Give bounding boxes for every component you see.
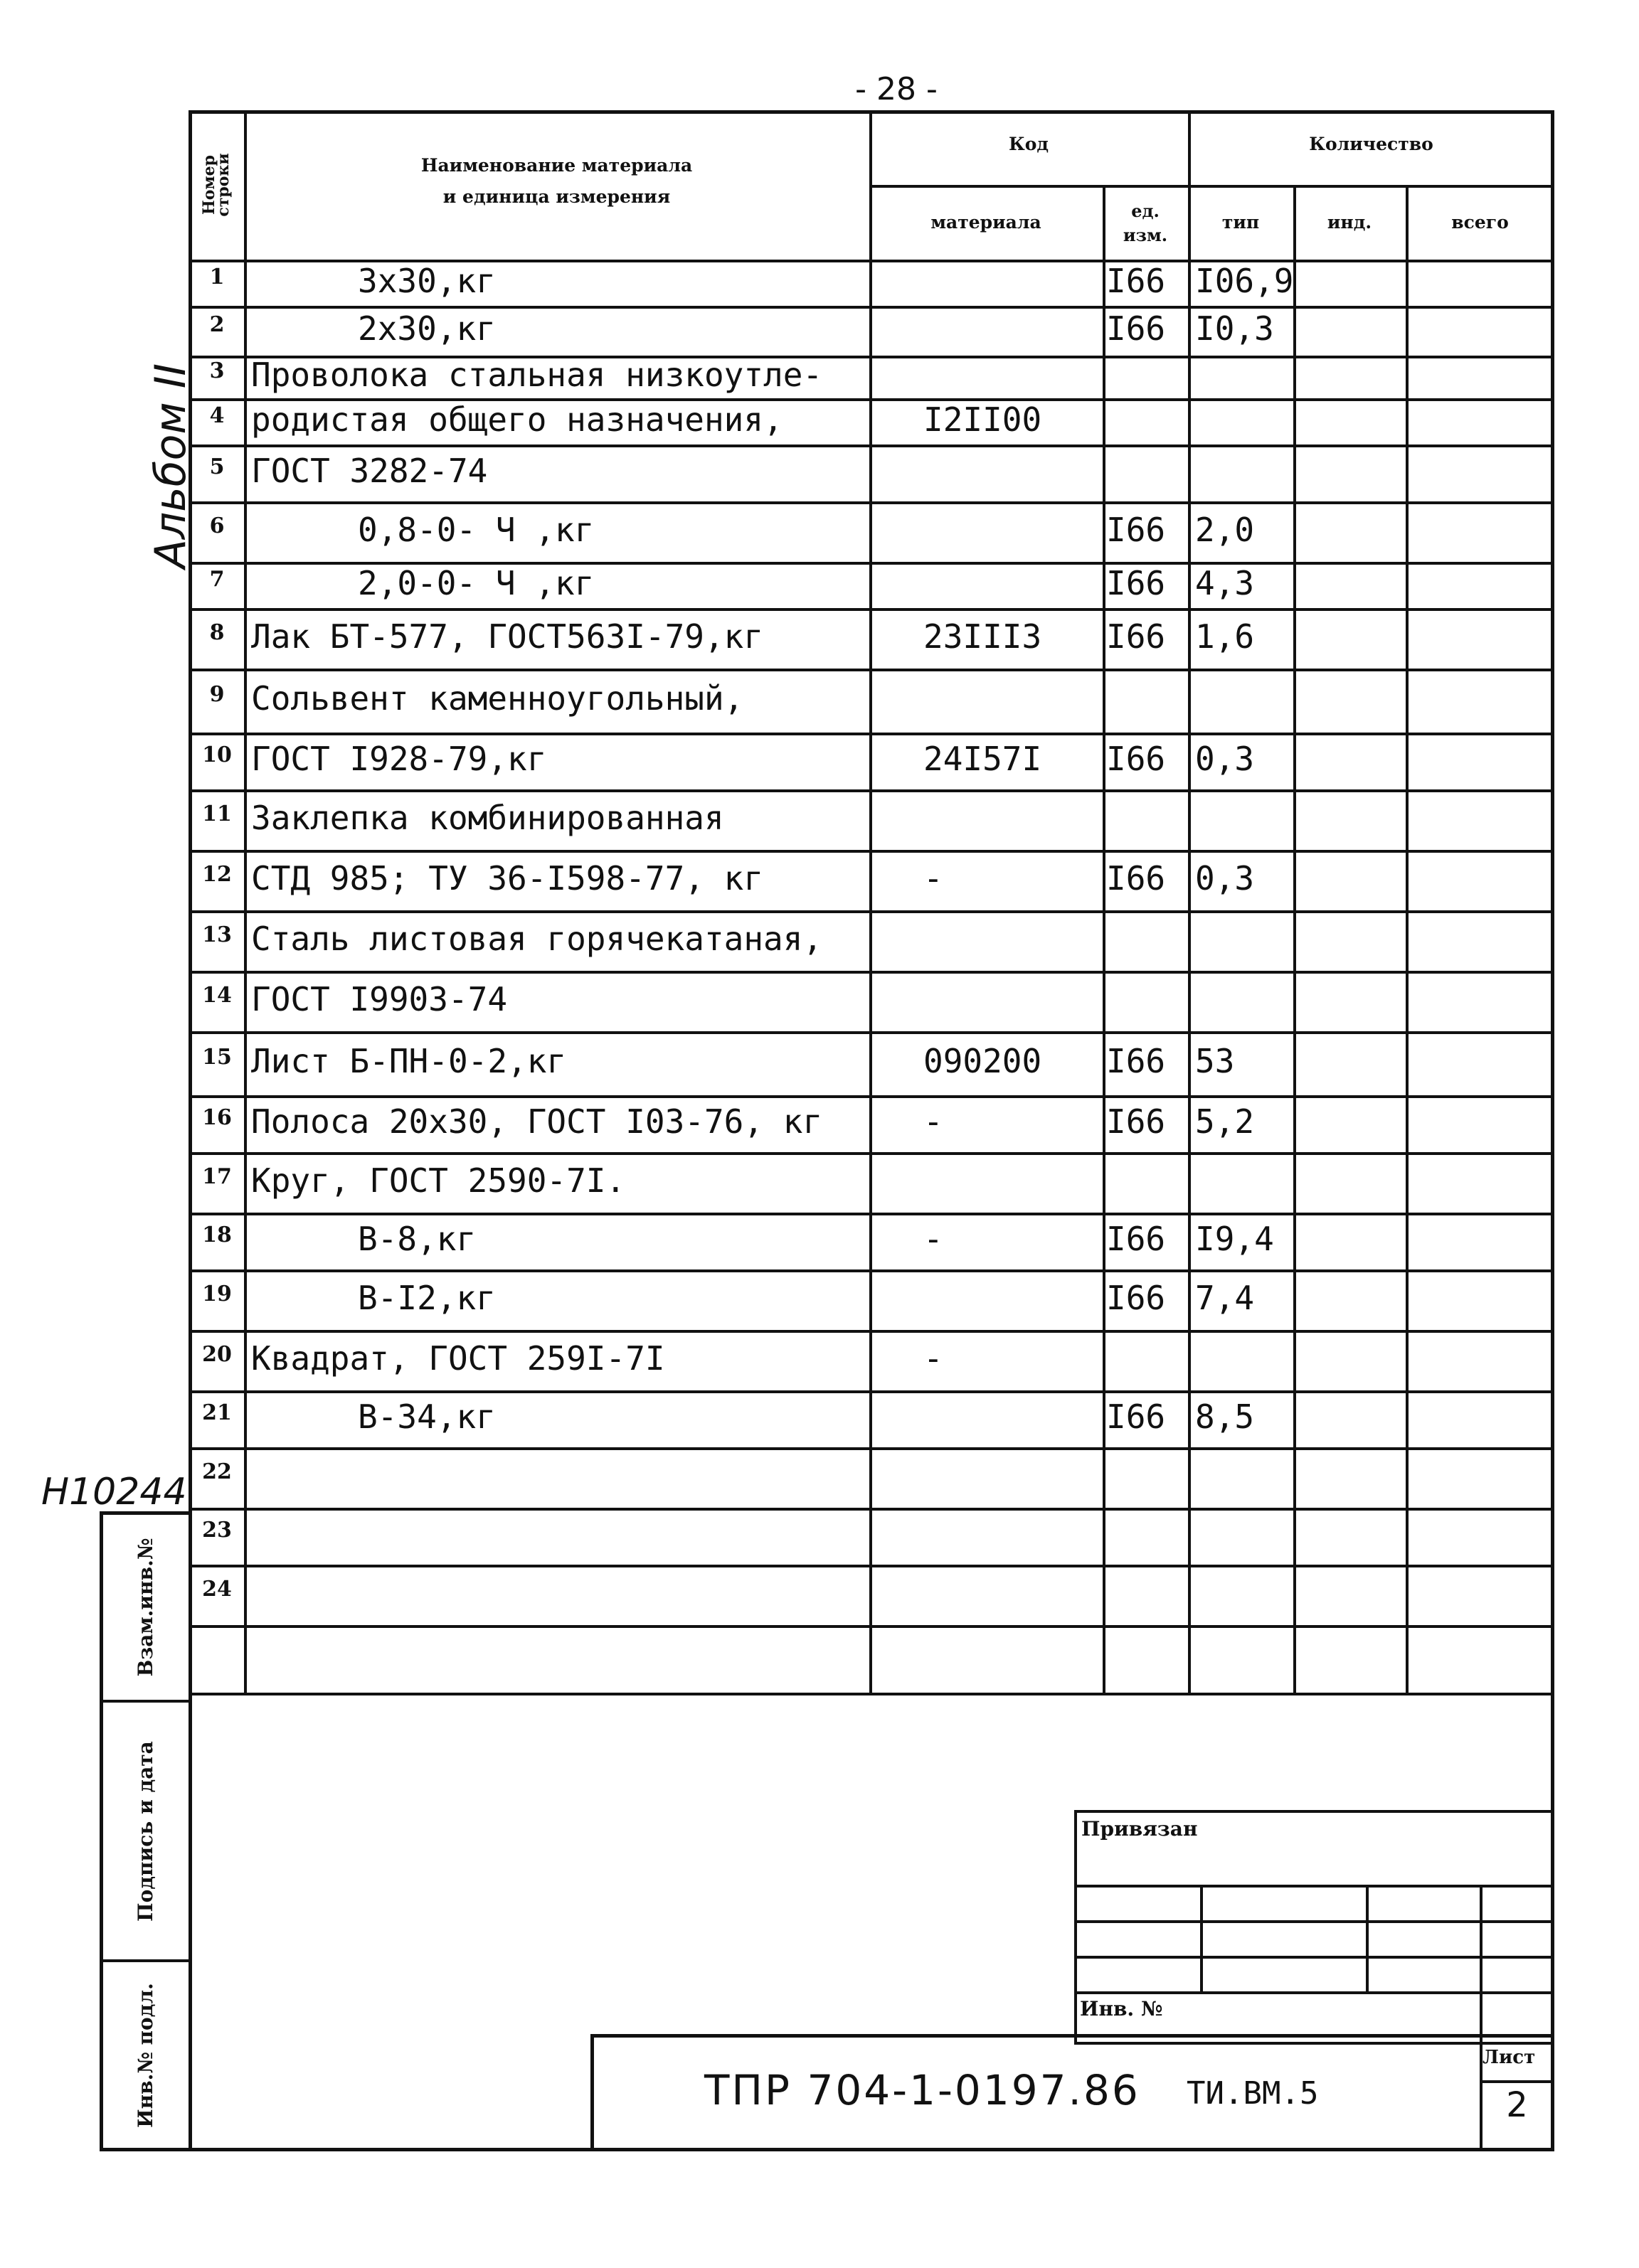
row-number: 12 xyxy=(202,861,232,887)
row-number: 21 xyxy=(202,1400,232,1425)
row-quantity-typ: I06,9 xyxy=(1195,261,1294,300)
document-code: ТИ.ВМ.5 xyxy=(1187,2075,1319,2112)
row-unit-code: I66 xyxy=(1106,261,1166,300)
row-number: 1 xyxy=(209,264,225,289)
row-number: 7 xyxy=(209,566,225,592)
row-material-code: 23III3 xyxy=(923,617,1042,656)
page-number: - 28 - xyxy=(855,71,938,107)
row-number: 23 xyxy=(202,1518,232,1543)
row-material-code: - xyxy=(923,858,943,898)
row-material-name: Заклепка комбинированная xyxy=(251,798,724,837)
row-number: 2 xyxy=(209,312,225,337)
vzam-inv-label: Взам.инв.№ xyxy=(134,1538,157,1677)
row-number: 4 xyxy=(209,403,225,428)
header-code-material: материала xyxy=(930,212,1041,233)
table-row xyxy=(202,1508,1554,1565)
row-number: 6 xyxy=(209,513,225,538)
podpis-data-label: Подпись и дата xyxy=(134,1741,157,1922)
row-number: 17 xyxy=(202,1164,232,1189)
table-row xyxy=(202,850,1554,910)
table-row xyxy=(209,669,1554,733)
row-number: 9 xyxy=(209,682,225,707)
row-material-name: 2,0-0- Ч ,кг xyxy=(358,563,595,602)
table-row xyxy=(202,1390,1554,1447)
header-quantity: Количество xyxy=(1309,134,1433,154)
row-material-code: 24I57I xyxy=(923,740,1042,778)
row-unit-code: I66 xyxy=(1106,563,1166,602)
sheet-number: 2 xyxy=(1506,2085,1528,2125)
row-material-name: Квадрат, ГОСТ 259I-7I xyxy=(251,1338,665,1378)
header-name-line1: Наименование материала xyxy=(420,155,693,176)
row-quantity-typ: 7,4 xyxy=(1195,1278,1255,1317)
table-row xyxy=(202,910,1554,971)
header-row-number: Номер строки xyxy=(200,153,233,217)
document-designation: ТПР 704-1-0197.86 xyxy=(704,2066,1140,2114)
row-number: 18 xyxy=(202,1223,232,1247)
row-quantity-typ: 0,3 xyxy=(1195,740,1255,778)
row-material-name: ГОСТ I928-79,кг xyxy=(251,740,547,778)
inventory-number: H10244 xyxy=(41,1471,187,1513)
row-number: 24 xyxy=(202,1576,232,1602)
row-number: 8 xyxy=(209,619,225,645)
row-quantity-typ: 53 xyxy=(1195,1042,1235,1080)
row-unit-code: I66 xyxy=(1106,858,1166,898)
row-quantity-typ: 0,3 xyxy=(1195,858,1255,898)
table-row xyxy=(202,733,1554,789)
table-row xyxy=(202,1213,1554,1269)
row-quantity-typ: 1,6 xyxy=(1195,617,1255,656)
table-row xyxy=(202,1330,1554,1390)
row-material-name: Сольвент каменноугольный, xyxy=(251,679,744,718)
row-number: 14 xyxy=(202,982,232,1008)
inv-podl-label: Инв.№ подл. xyxy=(134,1983,157,2128)
row-quantity-typ: 8,5 xyxy=(1195,1397,1255,1436)
row-unit-code: I66 xyxy=(1106,1278,1166,1317)
header-qty-total: всего xyxy=(1451,212,1509,233)
row-number: 10 xyxy=(202,742,232,767)
row-unit-code: I66 xyxy=(1106,1042,1166,1080)
row-material-code: I2II00 xyxy=(923,400,1042,439)
row-number: 11 xyxy=(202,801,232,826)
row-material-name: В-I2,кг xyxy=(358,1278,496,1317)
row-unit-code: I66 xyxy=(1106,309,1166,348)
table-row xyxy=(202,789,1554,850)
row-number: 15 xyxy=(202,1045,232,1070)
row-number: 22 xyxy=(202,1459,232,1484)
table-row xyxy=(209,562,1554,608)
row-material-name: Лак БТ-577, ГОСТ563I-79,кг xyxy=(251,617,764,656)
row-material-name: В-34,кг xyxy=(358,1397,496,1436)
row-unit-code: I66 xyxy=(1106,1220,1166,1258)
row-material-name: Сталь листовая горячекатаная, xyxy=(251,919,823,958)
table-row xyxy=(202,1565,1554,1625)
table-row xyxy=(202,1447,1554,1508)
row-material-name: родистая общего назначения, xyxy=(251,400,783,439)
row-material-name: В-8,кг xyxy=(358,1220,477,1258)
row-quantity-typ: I0,3 xyxy=(1195,309,1274,348)
table-row xyxy=(202,1152,1554,1213)
row-unit-code: I66 xyxy=(1106,740,1166,778)
row-quantity-typ: 4,3 xyxy=(1195,563,1255,602)
row-unit-code: I66 xyxy=(1106,1102,1166,1141)
header-name-line2: и единица измерения xyxy=(442,186,671,207)
row-quantity-typ: 5,2 xyxy=(1195,1102,1255,1141)
row-number: 3 xyxy=(209,358,225,383)
row-material-name: Лист Б-ПН-0-2,кг xyxy=(251,1042,567,1080)
table-row xyxy=(202,1269,1554,1330)
album-label: Альбом II xyxy=(146,363,196,569)
row-material-code: 090200 xyxy=(923,1042,1042,1080)
header-code: Код xyxy=(1008,134,1049,154)
table-row xyxy=(209,260,1554,306)
row-material-name: СТД 985; ТУ 36-I598-77, кг xyxy=(251,858,764,898)
sheet-label: Лист xyxy=(1482,2047,1536,2068)
header-qty-typ: тип xyxy=(1221,212,1260,233)
row-material-name: 3х30,кг xyxy=(358,261,496,300)
table-row xyxy=(202,971,1554,1031)
row-number: 19 xyxy=(202,1281,232,1306)
row-material-name: ГОСТ 3282-74 xyxy=(251,452,488,490)
table-row xyxy=(209,501,1554,562)
row-divider xyxy=(189,1625,1554,1628)
table-row xyxy=(202,1095,1554,1152)
row-number: 16 xyxy=(202,1105,232,1130)
table-row xyxy=(209,608,1554,669)
row-material-name: Проволока стальная низкоутле- xyxy=(251,356,823,394)
row-material-name: 0,8-0- Ч ,кг xyxy=(358,510,595,549)
table-row xyxy=(209,398,1554,444)
row-material-name: 2х30,кг xyxy=(358,309,496,348)
row-unit-code: I66 xyxy=(1106,510,1166,549)
row-unit-code: I66 xyxy=(1106,1397,1166,1436)
row-quantity-typ: I9,4 xyxy=(1195,1220,1274,1258)
row-material-name: Полоса 20х30, ГОСТ I03-76, кг xyxy=(251,1102,823,1141)
table-row xyxy=(202,1031,1554,1095)
row-material-code: - xyxy=(923,1220,943,1258)
row-number: 13 xyxy=(202,922,232,947)
table-row xyxy=(209,444,1554,501)
row-quantity-typ: 2,0 xyxy=(1195,510,1255,549)
row-material-code: - xyxy=(923,1338,943,1378)
privyazan-label: Привязан xyxy=(1081,1817,1198,1841)
row-number: 20 xyxy=(202,1341,232,1367)
row-material-name: ГОСТ I9903-74 xyxy=(251,979,508,1018)
header-qty-ind: инд. xyxy=(1327,212,1372,233)
row-number: 5 xyxy=(209,454,225,479)
row-material-code: - xyxy=(923,1102,943,1141)
row-unit-code: I66 xyxy=(1106,617,1166,656)
table-row xyxy=(209,306,1554,356)
table-row xyxy=(209,356,1554,398)
header-code-unit: ед. изм. xyxy=(1123,201,1168,245)
inv-no-label: Инв. № xyxy=(1080,1997,1163,2021)
row-material-name: Круг, ГОСТ 2590-7I. xyxy=(251,1161,626,1200)
